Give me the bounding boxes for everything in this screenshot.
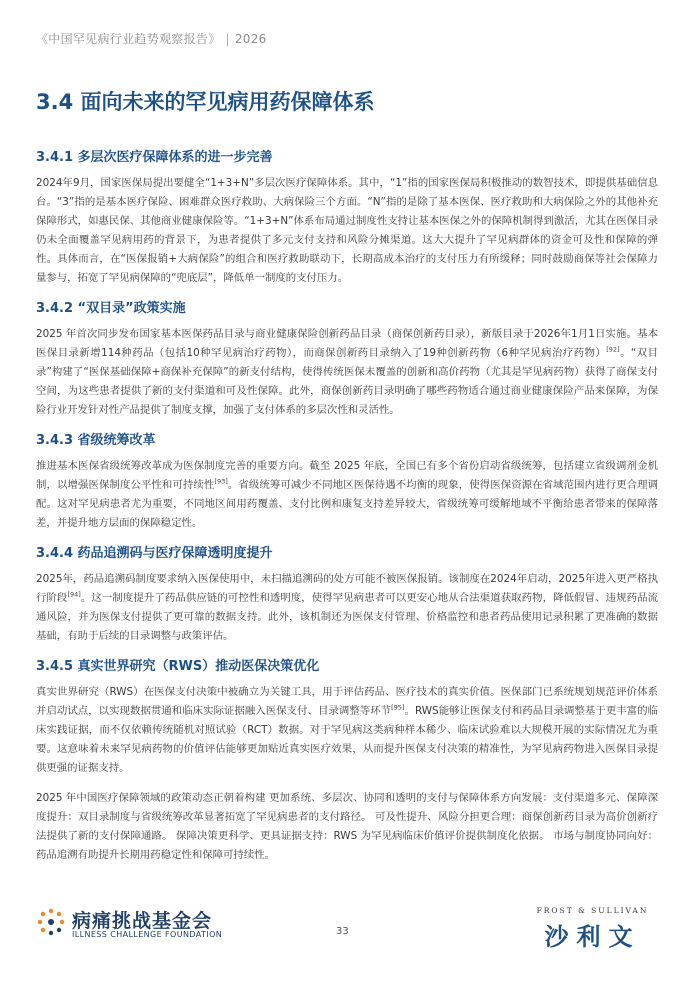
section-title: 3.4.4 药品追溯码与医疗保障透明度提升 <box>36 546 273 561</box>
report-year: 2026 <box>234 32 267 46</box>
foundation-name-en: ILLNESS CHALLENGE FOUNDATION <box>72 930 223 939</box>
section-3-4-2 <box>36 299 658 420</box>
body-paragraph: 2024年9月，国家医保局提出要健全“1+3+N”多层次医疗保障体系。其中，“1”指的国家医保局积极推动的数智技术，即提供基础信息台。“3”指的是基本医疗保险、困难群众医疗救助、大病保险三个方面。“N”指的是除了基本医保、医疗救助和大病保险之外的其他补充保障形式，如惠民保、其他商业健康保险等。“1+3+N”体系布局通过制度性支持让基本医保之外的保障机制得到激活，尤其在医保目录仍未全面覆盖罕见病用药的背景下，为患者提供了多元支付支持和风险分摊渠道。这大大提升了罕见病群体的资金可及性和保障的弹性。具体而言，在“医保报销+大病保险”的组合和医疗救助联动下，长期高成本治疗的支付压力有所缓释；同时鼓励商保等社会保障力量参与，拓宽了罕见病保障的“兜底层”，降低单一制度的支付压力。 <box>36 177 658 284</box>
report-title: 《中国罕见病行业趋势观察报告》 <box>36 32 221 46</box>
citation-ref: [92] <box>606 345 620 354</box>
frost-sullivan-logo <box>520 906 665 950</box>
section-title: 3.4.5 真实世界研究（RWS）推动医保决策优化 <box>36 659 320 674</box>
main-content <box>36 148 658 876</box>
section-3-4-4 <box>36 544 658 646</box>
section-title: 3.4.3 省级统筹改革 <box>36 433 156 448</box>
section-3-4-1 <box>36 148 658 288</box>
frost-sullivan-en: FROST & SULLIVAN <box>536 906 649 915</box>
body-paragraph: 2025 年首次同步发布国家基本医保药品目录与商业健康保险创新药品目录（商保创新药目录），新版目录于2026年1月1日实施。基本医保目录新增114种药品（包括10种罕见病治疗药物），而商保创新药目录纳入了19种创新药物（6种罕见病治疗药物）[92]。“双目录”构建了“医保基础保障+商保补充保障”的新支付结构，使得传统医保未覆盖的创新和高价药物（尤其是罕见病药物）获得了商保支付空间，为这些患者提供了新的支付渠道和可及性保障。此外，商保创新药目录明确了哪些药物适合通过商业健康保险产品来保障，为保险行业开发针对性产品提供了制度支撑，加强了支付体系的多层次性和灵活性。 <box>36 328 658 416</box>
frost-sullivan-cn: 沙利文 <box>544 922 641 951</box>
citation-ref: [94] <box>67 590 81 599</box>
foundation-name-cn: 病痛挑战基金会 <box>72 910 213 932</box>
section-title: 3.4.2 “双目录”政策实施 <box>36 301 186 316</box>
header-separator: | <box>225 32 230 46</box>
foundation-emblem-icon <box>36 907 66 937</box>
page-title: 3.4 面向未来的罕见病用药保障体系 <box>36 90 375 114</box>
section-3-4-3 <box>36 431 658 533</box>
section-title: 3.4.1 多层次医疗保障体系的进一步完善 <box>36 150 273 165</box>
body-paragraph: 真实世界研究（RWS）在医保支付决策中被确立为关键工具，用于评估药品、医疗技术的真实价值。医保部门已系统规划规范评价体系并启动试点，以实现数据贯通和临床实际证据融入医保支付、目录调整等环节[95]。RWS能够让医保支付和药品目录调整基于更丰富的临床实践证据，而不仅依赖传统随机对照试验（RCT）数据。对于罕见病这类病种样本稀少、临床试验难以大规模开展的实际情况尤为重要。这意味着未来罕见病药物的价值评估能够更加贴近真实医疗效果，从而提升医保支付决策的精准性，为罕见病药物进入医保目录提供更强的证据支持。 <box>36 686 658 774</box>
summary-paragraph: 2025 年中国医疗保障领域的政策动态正朝着构建 更加系统、多层次、协同和透明的支付与保障体系方向发展：支付渠道多元、保障深度提升：双目录制度与省级统筹改革显著拓宽了罕见病患者的支付路径。 可及性提升、风险分担更合理：商保创新药目录为高价创新疗法提供了新的支付保障通路。 保障决策更科学、更具证据支持：RWS 为罕见病临床价值评价提供制度化依据。 市场与制度协同向好：药品追溯有助提升长期用药稳定性和保障可持续性。 <box>36 792 658 861</box>
body-paragraph: 推进基本医保省级统筹改革成为医保制度完善的重要方向。截至 2025 年底，全国已有多个省份启动省级统筹，包括建立省级调剂金机制，以增强医保制度公平性和可持续性[93]。省级统筹可减少不同地区医保待遇不均衡的现象，使得医保资源在省域范围内进行更合理调配。这对罕见病患者尤为重要，不同地区间用药覆盖、支付比例和康复支持差异较大，省级统筹可缓解地域不平衡给患者带来的保障落差，并提升地方层面的保障稳定性。 <box>36 460 659 529</box>
citation-ref: [95] <box>391 703 405 712</box>
running-header <box>36 30 267 47</box>
page-number: 33 <box>336 926 349 937</box>
citation-ref: [93] <box>214 477 228 486</box>
body-paragraph: 2025年，药品追溯码制度要求纳入医保使用中，未扫描追溯码的处方可能不被医保报销。该制度在2024年启动，2025年进入更严格执行阶段[94]。这一制度提升了药品供应链的可控性和透明度，使得罕见病患者可以更安心地从合法渠道获取药物，降低假冒、违规药品流通风险，并为医保支付提供了更可靠的数据支持。此外，该机制还为医保支付管理、价格监控和患者药品使用记录积累了更准确的数据基础，有助于后续的目录调整与政策评估。 <box>36 573 658 642</box>
illness-challenge-foundation-logo <box>36 904 316 948</box>
section-3-4-5 <box>36 657 658 865</box>
